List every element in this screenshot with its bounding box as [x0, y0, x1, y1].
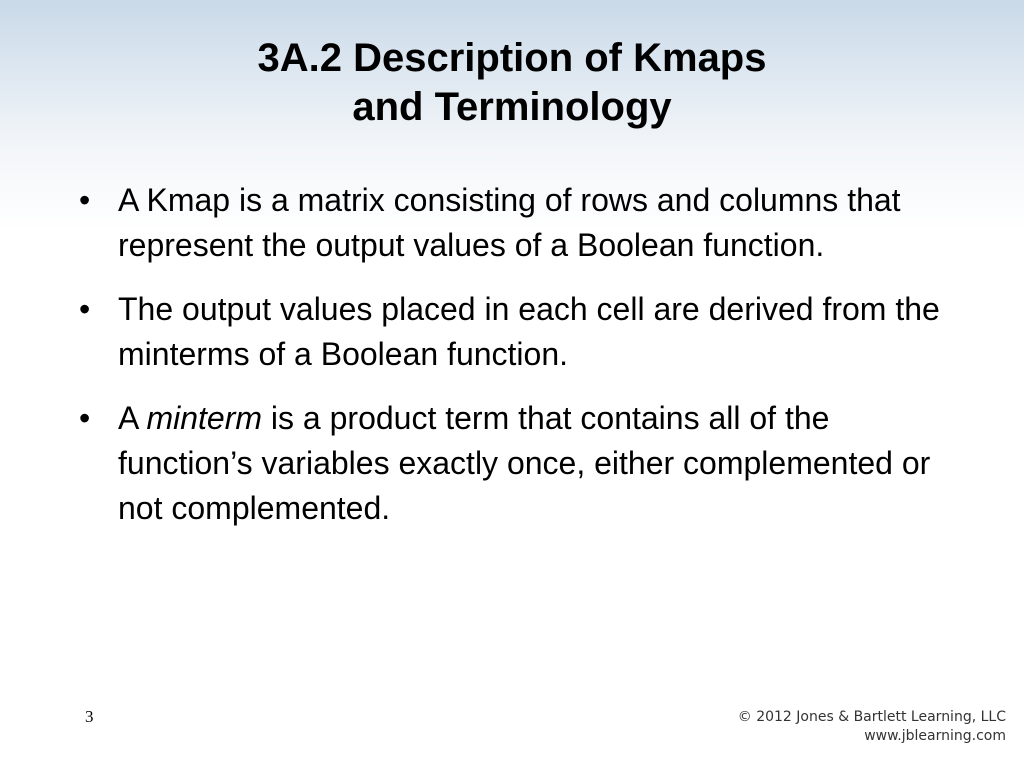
bullet-marker: •: [79, 291, 91, 327]
slide-title-line-2: and Terminology: [352, 85, 672, 129]
bullet-text-suffix: is a product term that contains all of the function’s variables exactly once, either complemented or not complemented.: [118, 400, 931, 526]
slide-title: [0, 34, 1024, 132]
copyright-notice: [738, 708, 1006, 746]
copyright-line: © 2012 Jones & Bartlett Learning, LLC: [737, 709, 1006, 725]
bullet-text: A Kmap is a matrix consisting of rows and columns that represent the output values of a Boolean function.: [118, 182, 901, 263]
bullet-marker: •: [79, 182, 91, 218]
bullet-item: [76, 178, 956, 268]
bullet-list: [76, 178, 956, 550]
bullet-text-prefix: A: [118, 400, 147, 436]
bullet-emphasis-term: minterm: [146, 400, 263, 436]
bullet-item: [76, 287, 956, 377]
publisher-url: www.jblearning.com: [864, 728, 1006, 744]
bullet-marker: •: [79, 400, 91, 436]
bullet-item: [76, 396, 956, 531]
page-number: 3: [85, 707, 94, 726]
slide-title-line-1: 3A.2 Description of Kmaps: [257, 36, 767, 80]
bullet-text: The output values placed in each cell are derived from the minterms of a Boolean function.: [118, 291, 940, 372]
